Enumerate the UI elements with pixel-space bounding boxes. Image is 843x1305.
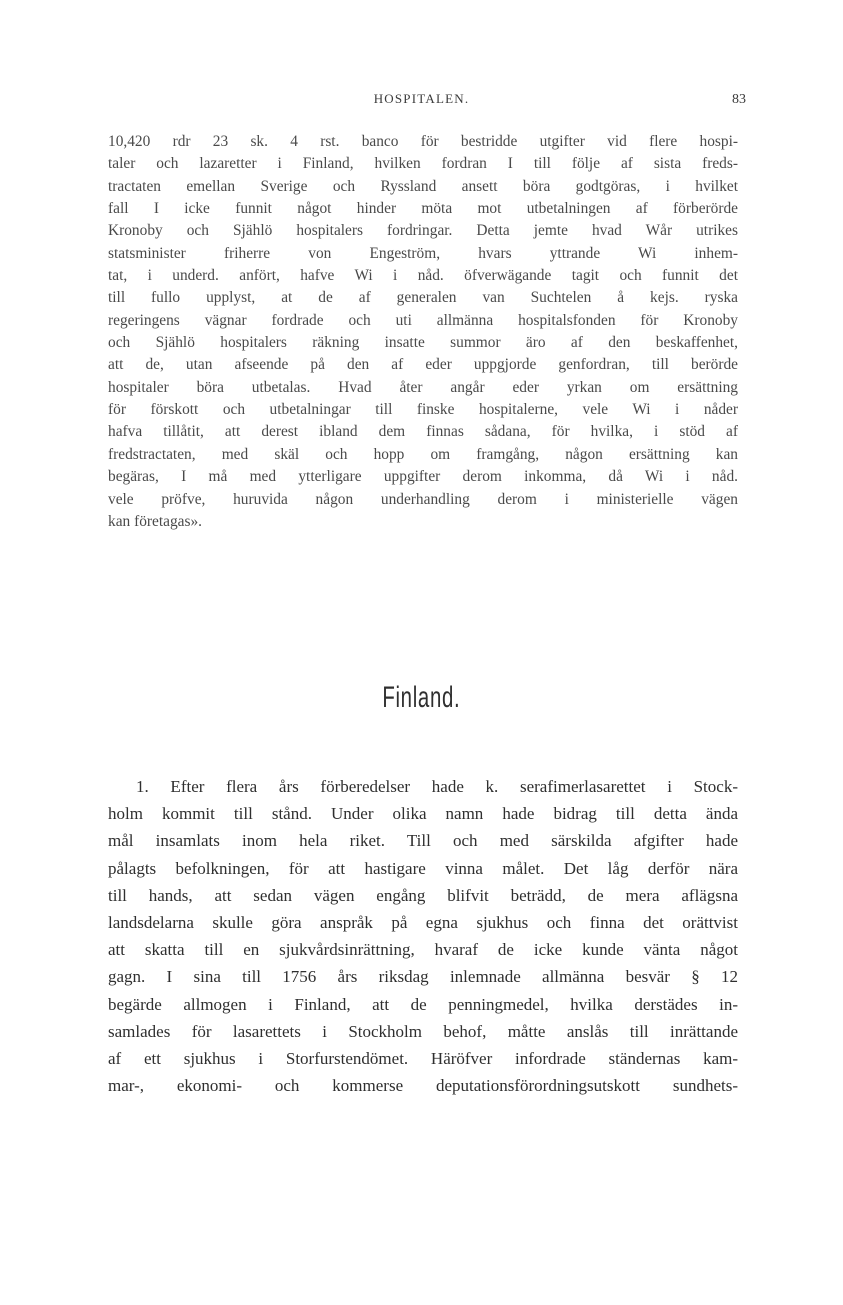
- paragraph-main: [108, 773, 738, 1099]
- page-number: 83: [732, 92, 746, 107]
- paragraph-line: pålagts befolkningen, för att hastigare vinna målet. Det låg derför nära: [108, 858, 738, 878]
- paragraph-line: att de, utan afseende på den af eder uppgjorde genfordran, till berörde: [108, 356, 738, 374]
- paragraph-line: statsminister friherre von Engeström, hvars yttrande Wi inhem-: [108, 244, 738, 262]
- paragraph-line: samlades för lasarettets i Stockholm behof, måtte anslås till inrättande: [108, 1021, 738, 1041]
- paragraph-line: vele pröfve, huruvida någon underhandling derom i ministerielle vägen: [108, 490, 738, 508]
- paragraph-line: gagn. I sina till 1756 års riksdag inlemnade allmänna besvär § 12: [108, 967, 738, 987]
- paragraph-line: af ett sjukhus i Storfurstendömet. Häröfver infordrade ständernas kam-: [108, 1049, 738, 1069]
- paragraph-line: fall I icke funnit något hinder möta mot utbetalningen af förberörde: [108, 200, 738, 218]
- paragraph-line: holm kommit till stånd. Under olika namn hade bidrag till detta ända: [108, 804, 738, 824]
- paragraph-line: hospitaler böra utbetalas. Hvad åter angår eder yrkan om ersättning: [108, 378, 738, 396]
- running-title: HOSPITALEN.: [373, 91, 470, 106]
- paragraph-line: Kronoby och Sjählö hospitalers fordringar. Detta jemte hvad Wår utrikes: [108, 222, 738, 240]
- paragraph-line: mar-, ekonomi- och kommerse deputationsförordningsutskott sundhets-: [108, 1076, 738, 1096]
- paragraph-line: begäras, I må med ytterligare uppgifter derom inkomma, då Wi i nåd.: [108, 468, 738, 486]
- paragraph-line: till fullo upplyst, at de af generalen van Suchtelen å kejs. ryska: [108, 289, 738, 307]
- paragraph-line: till hands, att sedan vägen engång blifvit beträdd, de mera aflägsna: [108, 885, 738, 905]
- paragraph-line: och Sjählö hospitalers räkning insatte summor äro af den beskaffenhet,: [108, 334, 738, 352]
- paragraph-line: fredstractaten, med skäl och hopp om framgång, någon ersättning kan: [108, 445, 738, 463]
- paragraph-line: taler och lazaretter i Finland, hvilken fordran I till följe af sista freds-: [108, 155, 738, 173]
- paragraph-line: hafva tillåtit, att derest ibland dem finnas sådana, för hvilka, i stöd af: [108, 423, 738, 441]
- paragraph-line: mål insamlats inom hela riket. Till och med särskilda afgifter hade: [108, 831, 738, 851]
- section-heading: Finland.: [382, 681, 461, 714]
- paragraph-line: 10,420 rdr 23 sk. 4 rst. banco för bestridde utgifter vid flere hospi-: [108, 133, 738, 150]
- paragraph-line: för förskott och utbetalningar till finske hospitalerne, vele Wi i nåder: [108, 401, 738, 419]
- paragraph-line: kan företagas».: [108, 512, 203, 530]
- paragraph-line: tat, i underd. anfört, hafve Wi i nåd. öfverwägande tagit och funnit det: [108, 267, 738, 285]
- paragraph-line: att skatta till en sjukvårdsinrättning, hvaraf de icke kunde vänta något: [108, 940, 738, 960]
- running-head: [0, 91, 843, 111]
- paragraph-line: begärde allmogen i Finland, att de penningmedel, hvilka derstädes in-: [108, 994, 738, 1014]
- paragraph-line: landsdelarna skulle göra anspråk på egna sjukhus och finna det orättvist: [108, 913, 738, 933]
- paragraph-line: 1. Efter flera års förberedelser hade k. serafimerlasarettet i Stock-: [136, 777, 738, 796]
- paragraph-top: [108, 131, 738, 533]
- paragraph-line: regeringens vägnar fordrade och uti allmänna hospitalsfonden för Kronoby: [108, 311, 738, 329]
- paragraph-line: tractaten emellan Sverige och Ryssland ansett böra godtgöras, i hvilket: [108, 177, 738, 195]
